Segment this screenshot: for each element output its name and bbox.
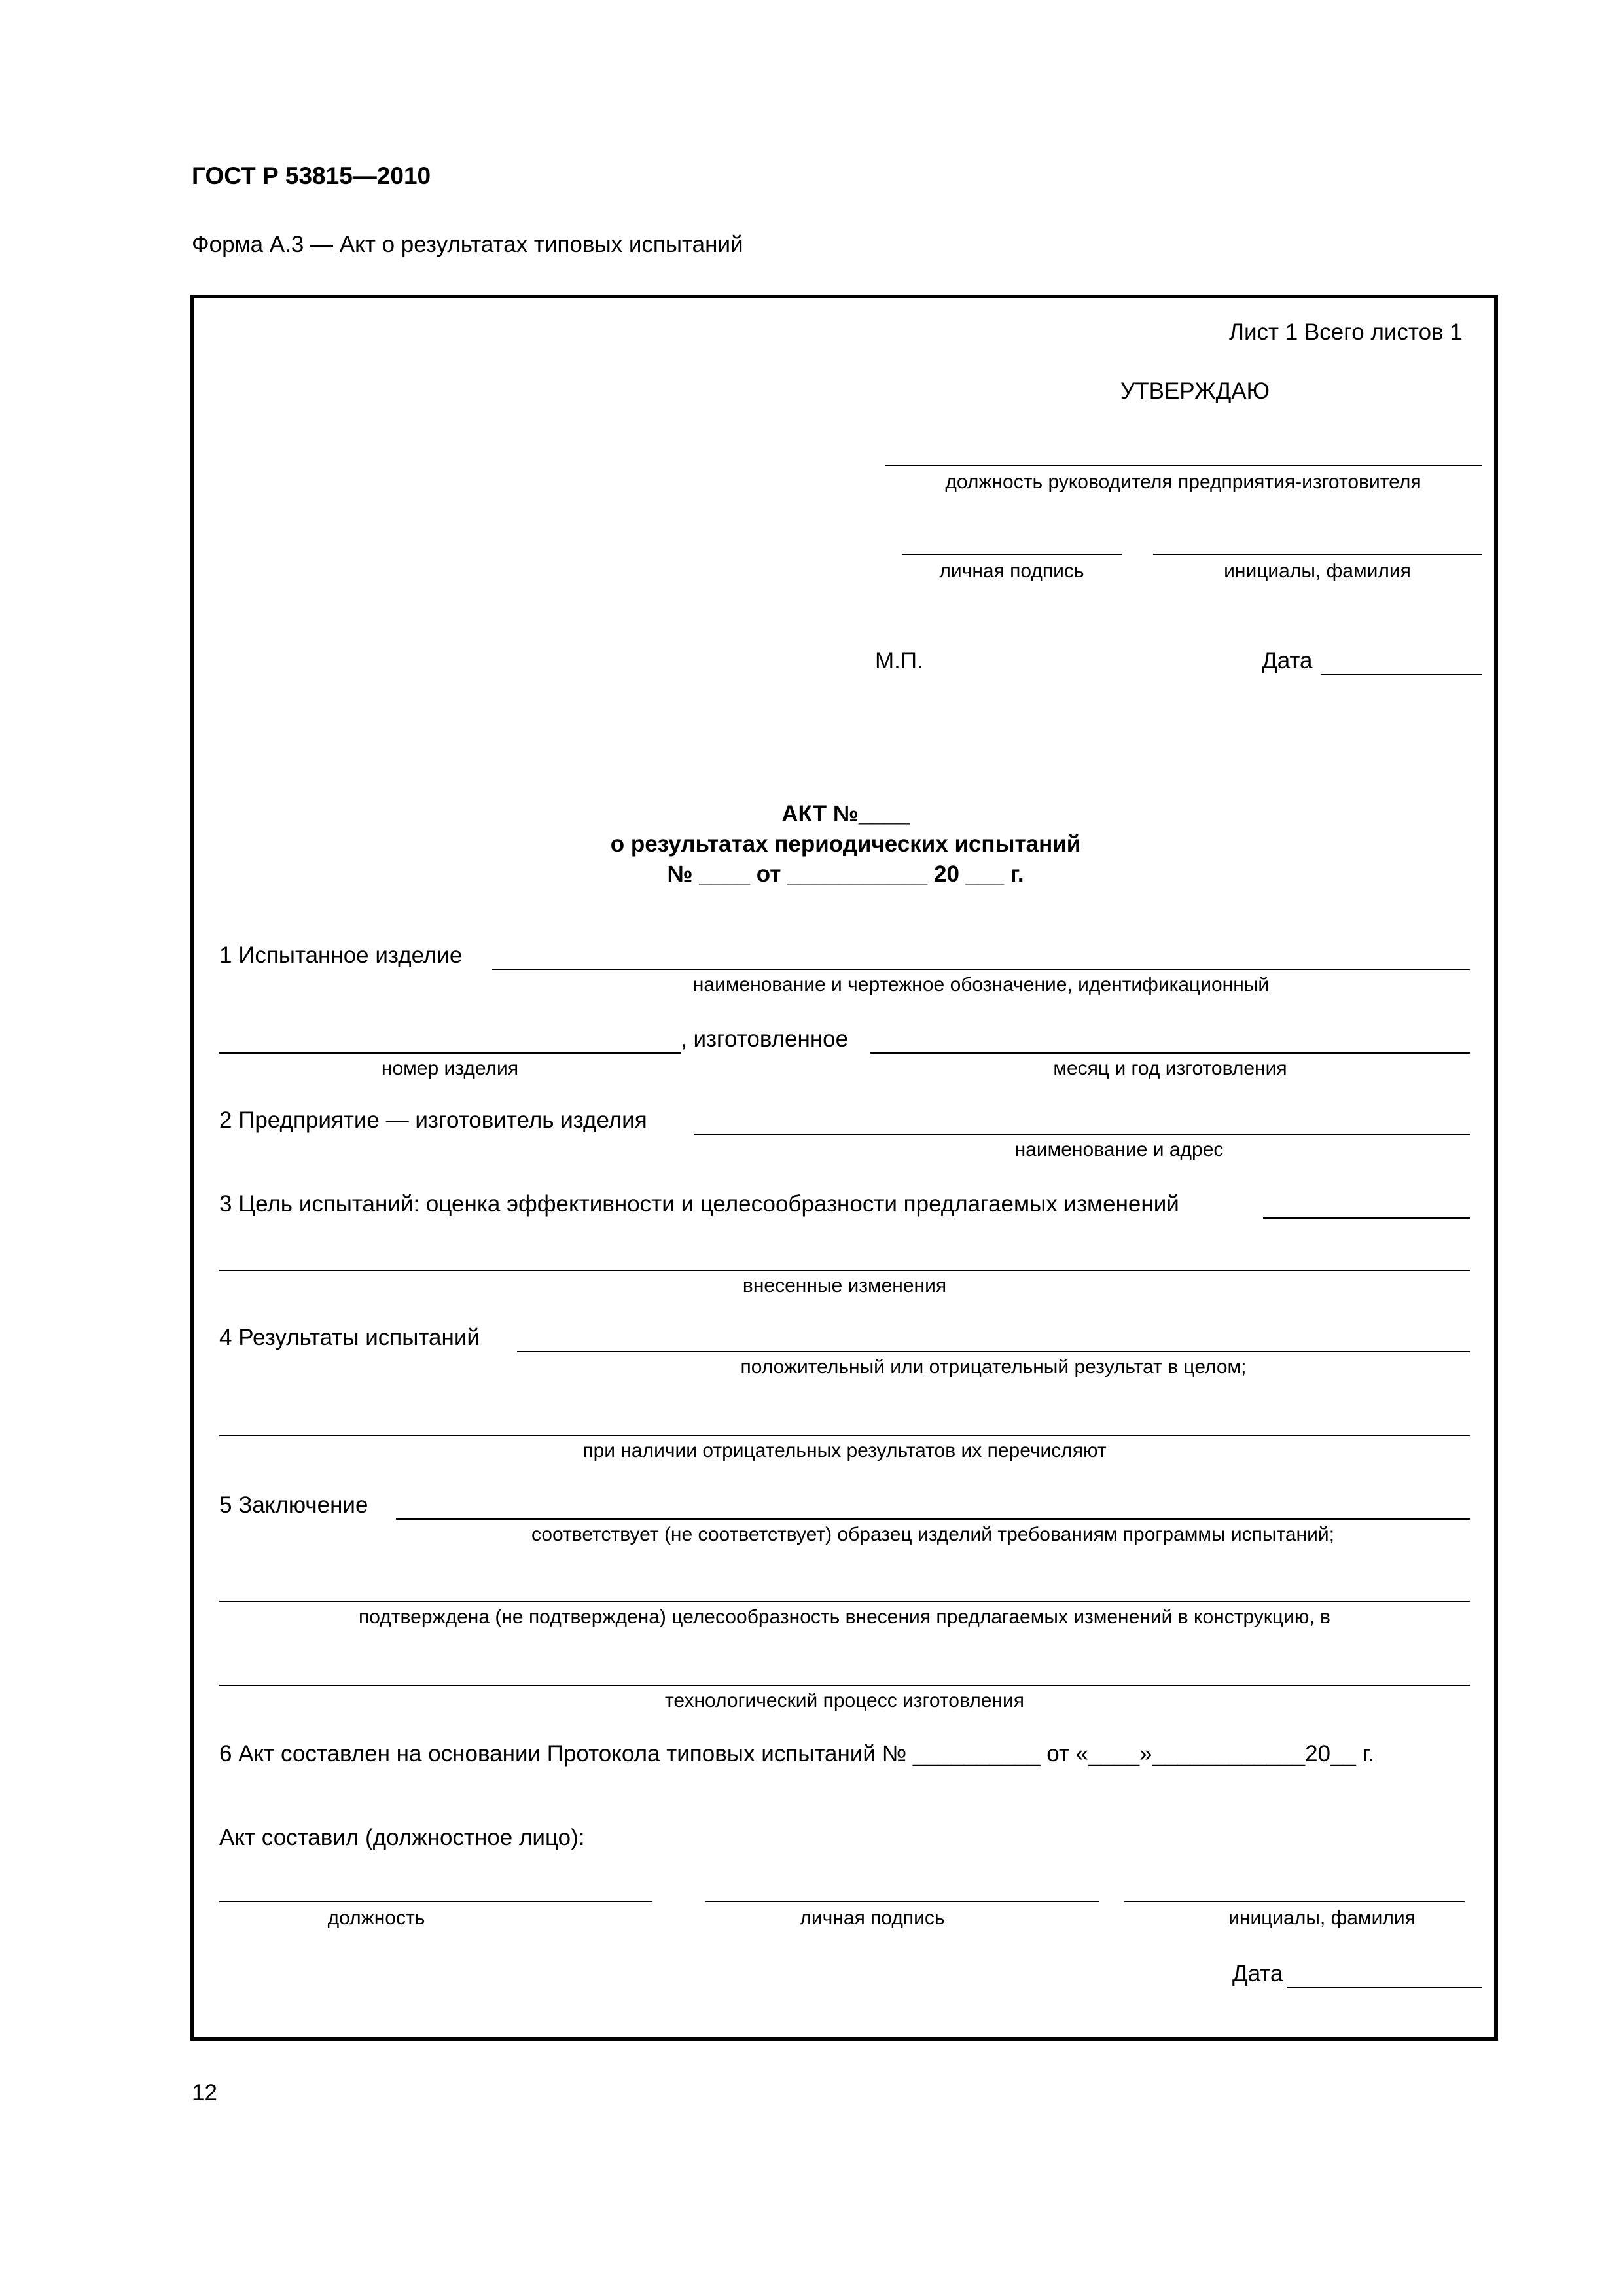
date-label: Дата bbox=[1262, 648, 1313, 673]
act-subtitle: о результатах периодических испытаний bbox=[610, 831, 1081, 857]
item5-field-3[interactable] bbox=[219, 1685, 1470, 1686]
sheet-info: Лист 1 Всего листов 1 bbox=[1229, 319, 1463, 345]
item5-label: 5 Заключение bbox=[219, 1492, 368, 1518]
approver-position-field[interactable] bbox=[885, 465, 1482, 466]
item1-number-field[interactable] bbox=[219, 1052, 681, 1054]
page-number: 12 bbox=[192, 2080, 217, 2106]
item4-label: 4 Результаты испытаний bbox=[219, 1325, 480, 1350]
item4-hint1: положительный или отрицательный результат в целом; bbox=[740, 1356, 1247, 1378]
item5-hint1: соответствует (не соответствует) образец изделий требованиям программы испытаний; bbox=[531, 1524, 1334, 1545]
form-caption: Форма А.3 — Акт о результатах типовых испытаний bbox=[192, 232, 743, 257]
approver-name-hint: инициалы, фамилия bbox=[1224, 560, 1411, 582]
composer-position-field[interactable] bbox=[219, 1901, 652, 1902]
approver-signature-field[interactable] bbox=[902, 554, 1122, 555]
composer-label: Акт составил (должностное лицо): bbox=[219, 1825, 585, 1850]
bottom-date-field[interactable] bbox=[1287, 1987, 1482, 1988]
item1-label: 1 Испытанное изделие bbox=[219, 942, 463, 968]
item4-hint2: при наличии отрицательных результатов их перечисляют bbox=[582, 1440, 1107, 1462]
item1-hint: наименование и чертежное обозначение, идентификационный bbox=[692, 974, 1270, 996]
item5-hint3: технологический процесс изготовления bbox=[665, 1690, 1024, 1712]
item1-month-hint: месяц и год изготовления bbox=[1053, 1058, 1287, 1079]
seal-label: М.П. bbox=[875, 648, 923, 673]
composer-name-hint: инициалы, фамилия bbox=[1228, 1907, 1416, 1929]
item1-number-hint: номер изделия bbox=[381, 1058, 519, 1079]
item4-field-2[interactable] bbox=[219, 1435, 1470, 1436]
act-title: АКТ №____ bbox=[781, 801, 910, 827]
approver-signature-hint: личная подпись bbox=[939, 560, 1084, 582]
item3-hint: внесенные изменения bbox=[742, 1275, 947, 1297]
item5-field-2[interactable] bbox=[219, 1601, 1470, 1602]
item3-field[interactable] bbox=[219, 1270, 1470, 1271]
approver-position-hint: должность руководителя предприятия-изготовителя bbox=[945, 471, 1421, 493]
item1-name-field[interactable] bbox=[492, 969, 1470, 970]
item4-field[interactable] bbox=[517, 1351, 1470, 1352]
item5-field[interactable] bbox=[396, 1518, 1470, 1520]
composer-signature-hint: личная подпись bbox=[800, 1907, 945, 1929]
date-field[interactable] bbox=[1321, 674, 1482, 675]
approve-label: УТВЕРЖДАЮ bbox=[1120, 378, 1270, 404]
bottom-date-label: Дата bbox=[1232, 1961, 1283, 1986]
item2-label: 2 Предприятие — изготовитель изделия bbox=[219, 1107, 647, 1133]
item6-text: 6 Акт составлен на основании Протокола типовых испытаний № __________ от «____»____________20__ г. bbox=[219, 1741, 1374, 1767]
item3-label: 3 Цель испытаний: оценка эффективности и целесообразности предлагаемых изменений bbox=[219, 1191, 1179, 1217]
item1-made-label: , изготовленное bbox=[681, 1026, 849, 1052]
standard-number: ГОСТ Р 53815—2010 bbox=[192, 162, 431, 189]
form-frame bbox=[190, 295, 1498, 2041]
item2-field[interactable] bbox=[694, 1134, 1470, 1135]
composer-position-hint: должность bbox=[327, 1907, 425, 1929]
item1-month-field[interactable] bbox=[870, 1052, 1470, 1054]
item5-hint2: подтверждена (не подтверждена) целесообразность внесения предлагаемых изменений в конструкцию, в bbox=[359, 1606, 1330, 1628]
item3-field-start[interactable] bbox=[1263, 1217, 1470, 1219]
act-number-date: № ____ от ___________ 20 ___ г. bbox=[667, 861, 1024, 887]
item2-hint: наименование и адрес bbox=[1014, 1139, 1224, 1160]
composer-signature-field[interactable] bbox=[705, 1901, 1099, 1902]
composer-name-field[interactable] bbox=[1124, 1901, 1465, 1902]
approver-name-field[interactable] bbox=[1153, 554, 1482, 555]
